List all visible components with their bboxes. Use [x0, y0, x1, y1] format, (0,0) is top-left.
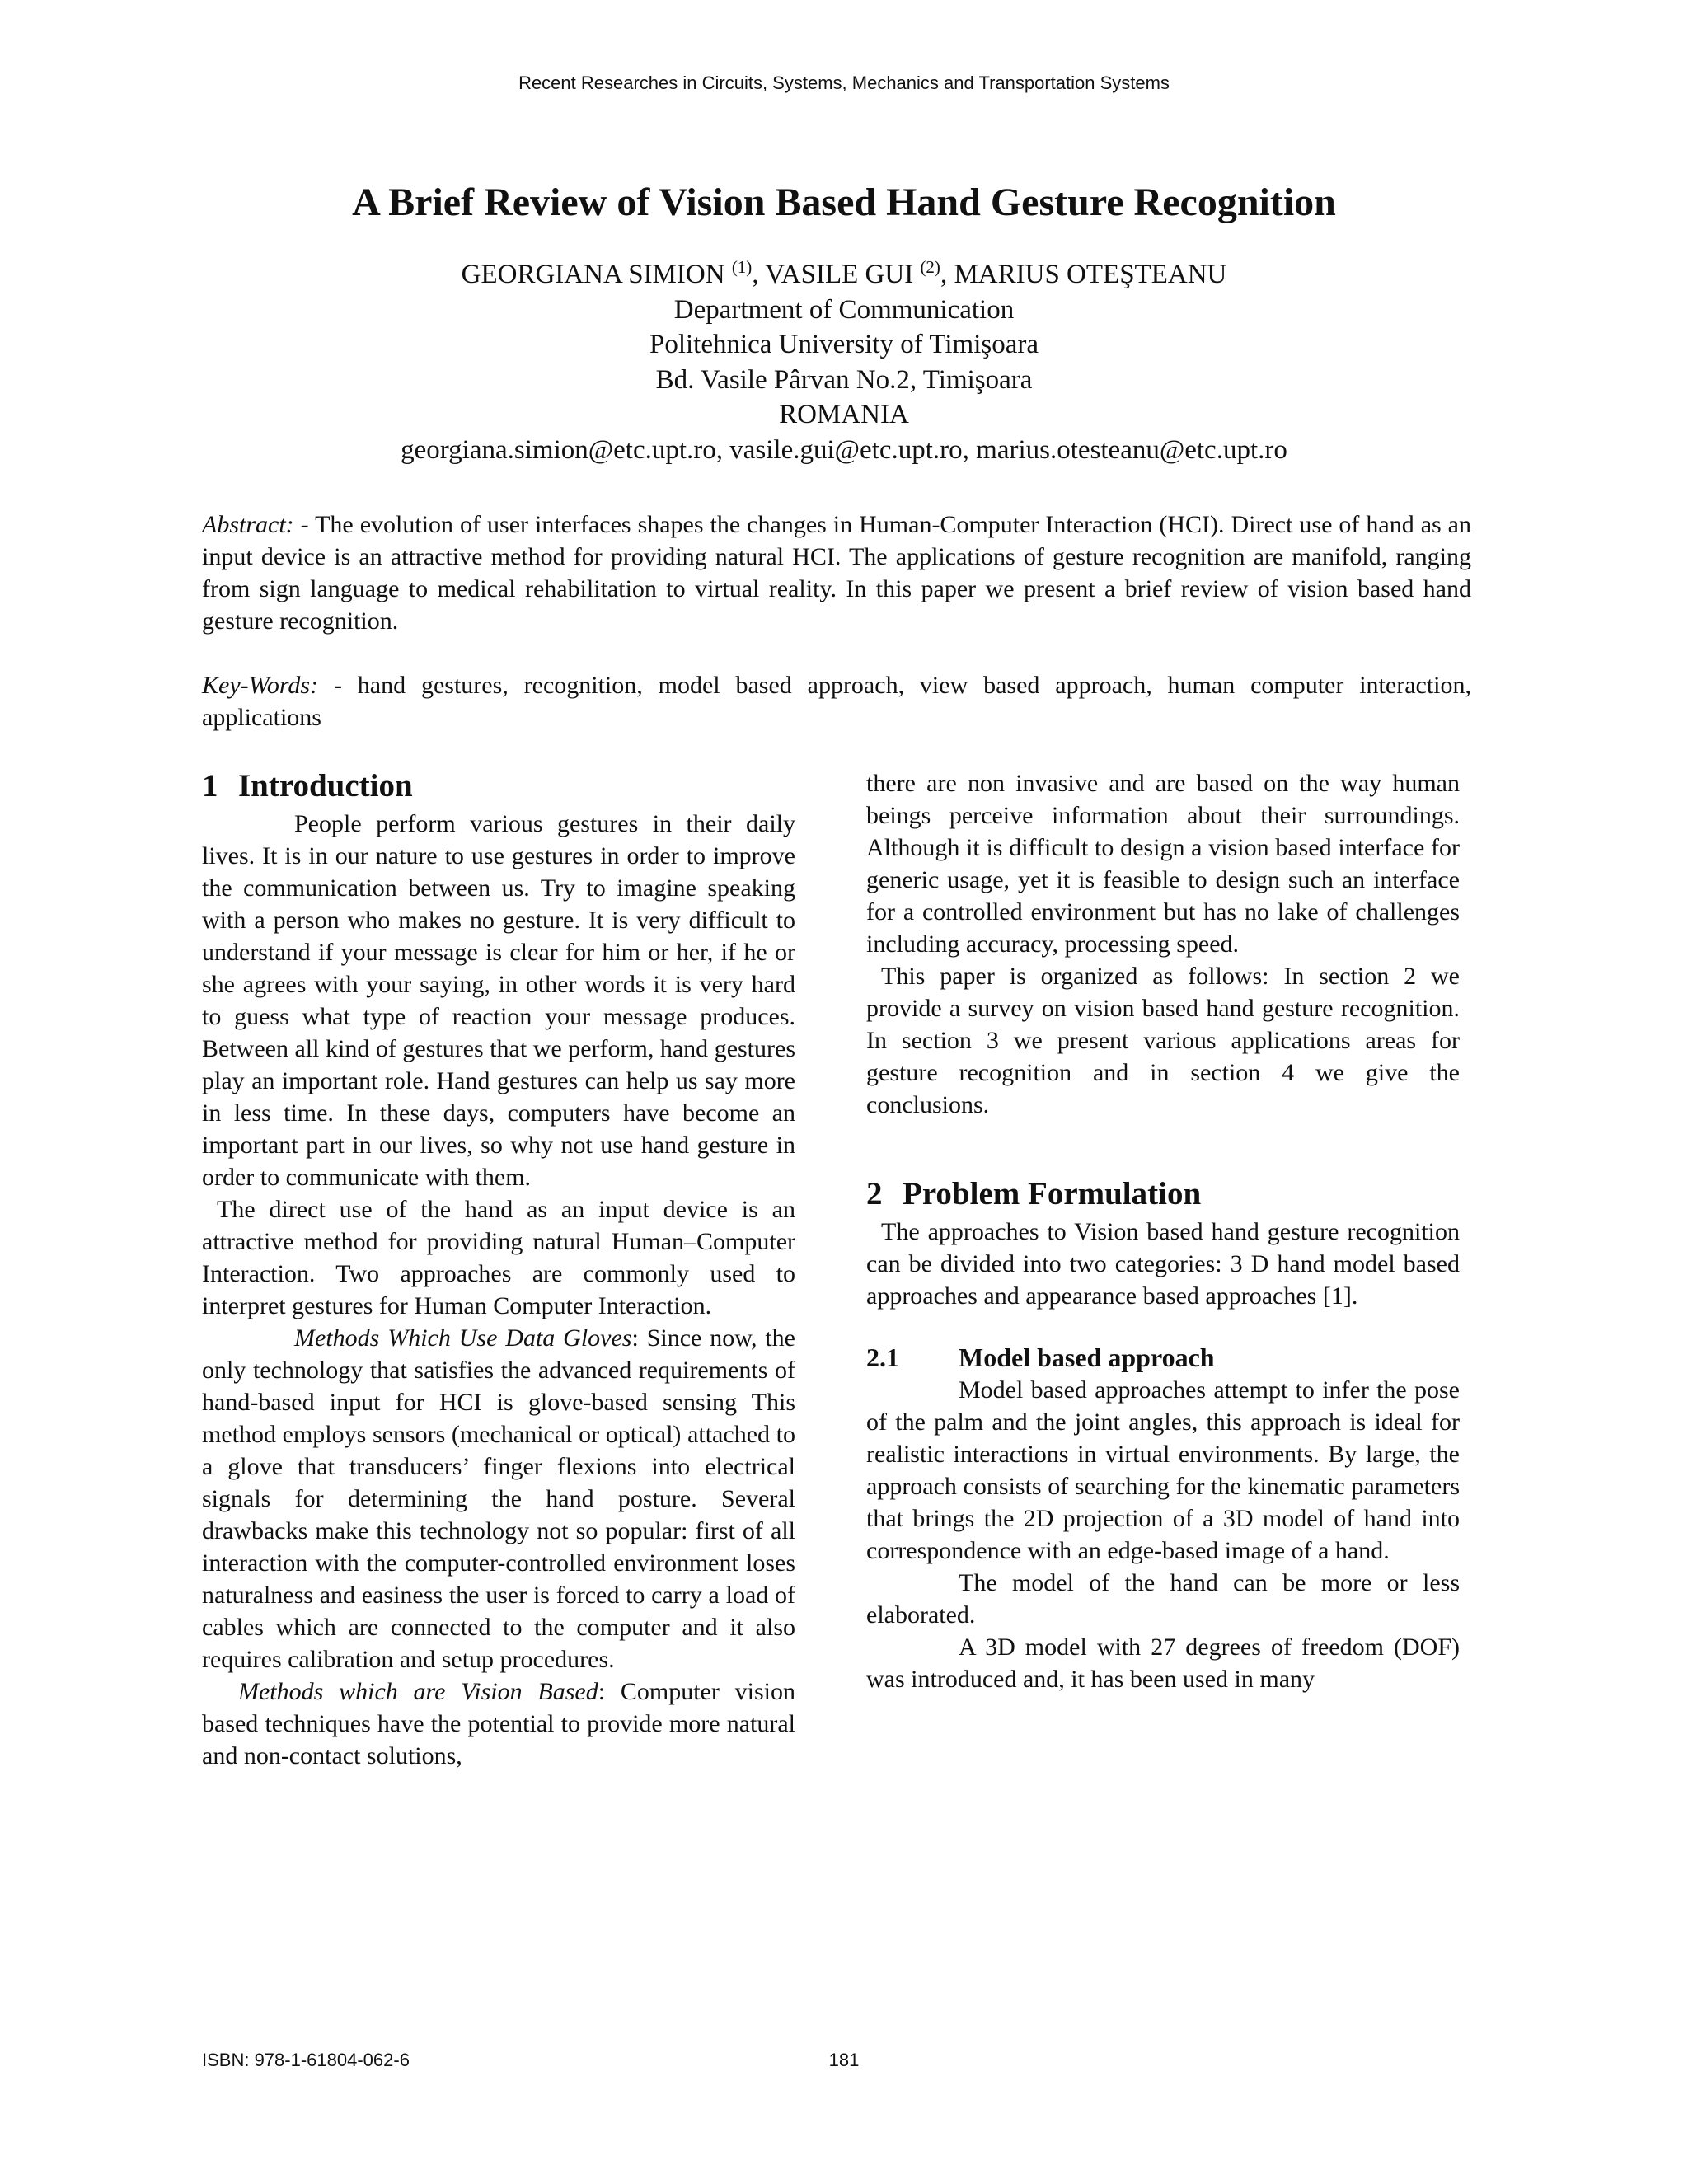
author-names	[0, 257, 1688, 293]
abstract-text: - The evolution of user interfaces shapes the changes in Human-Computer Interaction (HCI). Direct use of hand as an input device is an attractive method for providing natural HCI. The applications of gesture recognition are manifold, ranging from sign language to medical rehabilitation to virtual reality. In this paper we present a brief review of vision based hand gesture recognition.	[202, 511, 1471, 635]
paper-title: A Brief Review of Vision Based Hand Gesture Recognition	[352, 180, 1336, 224]
intro-paragraph-5: there are non invasive and are based on the way human beings perceive information about their surroundings. Although it is difficult to design a vision based interface for generic usage, yet it is feasible to design such an interface for a controlled environment but has no lake of challenges including accuracy, processing speed.	[866, 770, 1460, 958]
problem-paragraph-1: The approaches to Vision based hand gesture recognition can be divided into two categories: 3 D hand model based approaches and appearance based approaches [1].	[866, 1218, 1460, 1310]
author-1-name: GEORGIANA SIMION	[461, 260, 732, 289]
keywords-label: Key-Words:	[202, 672, 319, 699]
author-3-name: , MARIUS OTEŞTEANU	[940, 260, 1227, 289]
subsection-title: Model based approach	[959, 1343, 1215, 1372]
department: Department of Communication	[673, 294, 1015, 325]
section-title: Problem Formulation	[903, 1176, 1202, 1212]
section-heading-problem-formulation	[866, 1173, 1460, 1216]
left-column	[202, 765, 795, 1772]
footer-page-number: 181	[828, 2050, 860, 2070]
country: ROMANIA	[779, 400, 909, 429]
footer-isbn: ISBN: 978-1-61804-062-6	[202, 2050, 410, 2070]
model-paragraph-3: A 3D model with 27 degrees of freedom (DOF) was introduced and, it has been used in many	[866, 1633, 1460, 1693]
intro-paragraph-2: The direct use of the hand as an input device is an attractive method for providing natural Human–Computer Interaction. Two approaches are commonly used to interpret gestures for Human Computer Interaction.	[202, 1196, 795, 1319]
university: Politehnica University of Timişoara	[649, 330, 1039, 359]
emails: georgiana.simion@etc.upt.ro, vasile.gui@etc.upt.ro, marius.otesteanu@etc.upt.ro	[401, 434, 1287, 465]
section-number: 1	[202, 768, 218, 804]
method-vision-text: : Computer vision based techniques have the potential to provide more natural and non-contact solutions,	[202, 1678, 795, 1769]
method-vision-label: Methods which are Vision Based	[238, 1678, 598, 1705]
section-title: Introduction	[238, 768, 413, 804]
right-column	[866, 767, 1460, 1695]
intro-paragraph-3	[202, 1322, 795, 1675]
intro-paragraph-1: People perform various gestures in their daily lives. It is in our nature to use gestures in order to improve the communication between us. Try to imagine speaking with a person who makes no gesture. It is very difficult to understand if your message is clear for him or her, if he or she agrees with your saying, in other words it is very hard to guess what type of reaction your message produces. Between all kind of gestures that we perform, hand gestures play an important role. Hand gestures can help us say more in less time. In these days, computers have become an important part in our lives, so why not use hand gesture in order to communicate with them.	[202, 810, 795, 1191]
author-1-affil: (1)	[731, 257, 753, 277]
intro-paragraph-4	[202, 1675, 795, 1772]
keywords	[202, 669, 1471, 733]
method-gloves-label: Methods Which Use Data Gloves	[294, 1324, 632, 1352]
author-block	[0, 257, 1688, 467]
subsection-heading-model-based	[866, 1341, 1460, 1374]
model-paragraph-2: The model of the hand can be more or less elaborated.	[866, 1569, 1460, 1629]
section-number: 2	[866, 1176, 883, 1212]
method-gloves-text: : Since now, the only technology that satisfies the advanced requirements of hand-based input for HCI is glove-based sensing This method employs sensors (mechanical or optical) attached to a glove that transducers’ finger flexions into electrical signals for determining the hand posture. Several drawbacks make this technology not so popular: first of all interaction with the computer-controlled environment loses naturalness and easiness the user is forced to carry a load of cables which are connected to the computer and it also requires calibration and setup procedures.	[202, 1324, 796, 1673]
address: Bd. Vasile Pârvan No.2, Timişoara	[655, 364, 1033, 395]
abstract-label: Abstract:	[202, 511, 294, 538]
section-heading-introduction	[202, 765, 795, 808]
keywords-text: - hand gestures, recognition, model based approach, view based approach, human computer interaction, applications	[202, 672, 1471, 731]
author-2-name: , VASILE GUI	[752, 260, 921, 289]
intro-paragraph-6: This paper is organized as follows: In section 2 we provide a survey on vision based hand gesture recognition. In section 3 we present various applications areas for gesture recognition and in section 4 we give the conclusions.	[866, 963, 1460, 1118]
model-paragraph-1: Model based approaches attempt to infer the pose of the palm and the joint angles, this approach is ideal for realistic interactions in virtual environments. By large, the approach consists of searching for the kinematic parameters that brings the 2D projection of a 3D model of hand into correspondence with an edge-based image of a hand.	[866, 1376, 1460, 1564]
abstract	[202, 509, 1471, 637]
running-head: Recent Researches in Circuits, Systems, Mechanics and Transportation Systems	[518, 73, 1170, 93]
subsection-number: 2.1	[866, 1343, 899, 1372]
author-2-affil: (2)	[920, 257, 940, 277]
